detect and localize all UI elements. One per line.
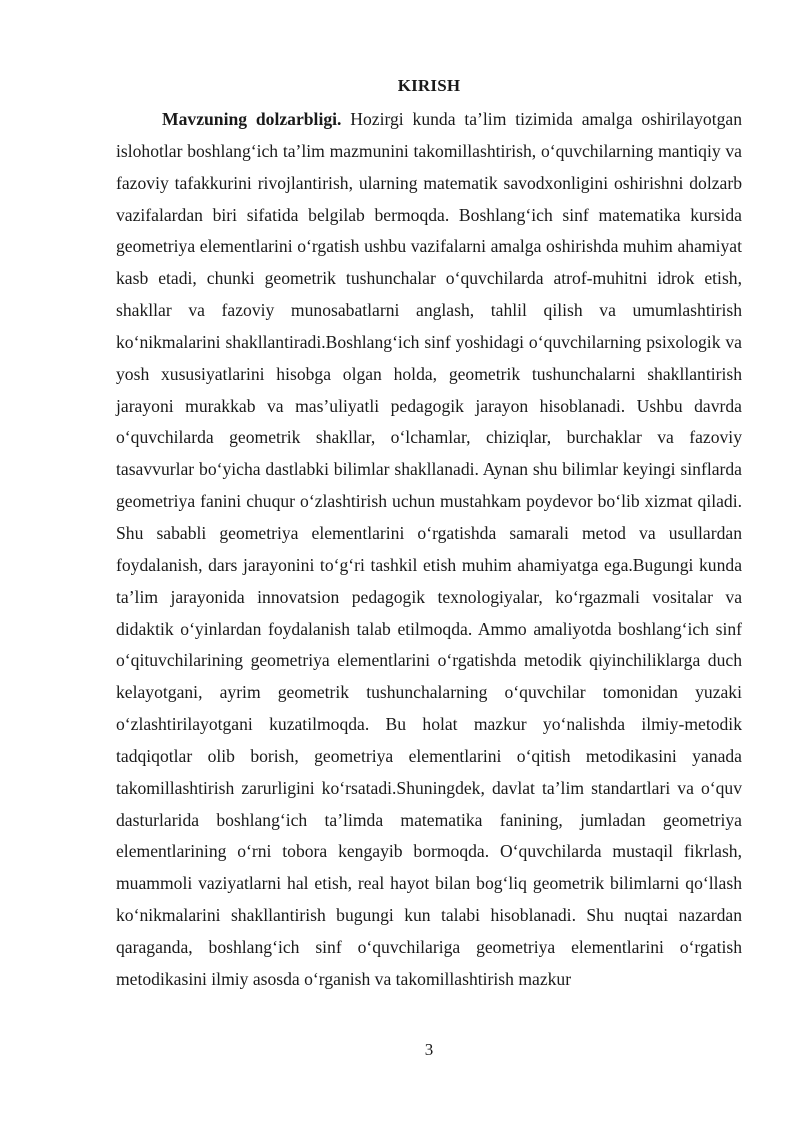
section-heading: KIRISH [397, 76, 461, 95]
paragraph-text: Hozirgi kunda ta’lim tizimida amalga oshirilayotgan islohotlar boshlang‘ich ta’lim mazmunini takomillashtirish, o‘quvchilarning mantiqiy va fazoviy tafakkurini rivojlantirish, ularning matematik savodxonligini oshirishni dolzarb vazifalardan biri sifatida belgilab bermoqda. Boshlang‘ich sinf matematika kursida geometriya elementlarini o‘rgatish ushbu vazifalarni amalga oshirishda muhim ahamiyat kasb etadi, chunki geometrik tushunchalar o‘quvchilarda atrof-muhitni idrok etish, shakllar va fazoviy munosabatlarni anglash, tahlil qilish va umumlashtirish ko‘nikmalarini shakllantiradi.Boshlang‘ich sinf yoshidagi o‘quvchilarning psixologik va yosh xususiyatlarini hisobga olgan holda, geometrik tushunchalarni shakllantirish jarayoni murakkab va mas’uliyatli pedagogik jarayon hisoblanadi. Ushbu davrda o‘quvchilarda geometrik shakllar, o‘lchamlar, chiziqlar, burchaklar va fazoviy tasavvurlar bo‘yicha dastlabki bilimlar shakllanadi. Aynan shu bilimlar keyingi sinflarda geometriya fanini chuqur o‘zlashtirish uchun mustahkam poydevor bo‘lib xizmat qiladi. Shu sababli geometriya elementlarini o‘rgatishda samarali metod va usullardan foydalanish, dars jarayonini to‘g‘ri tashkil etish muhim ahamiyatga ega.Bugungi kunda ta’lim jarayonida innovatsion pedagogik texnologiyalar, ko‘rgazmali vositalar va didaktik o‘yinlardan foydalanish talab etilmoqda. Ammo amaliyotda boshlang‘ich sinf o‘qituvchilarining geometriya elementlarini o‘rgatishda metodik qiyinchiliklarga duch kelayotgani, ayrim geometrik tushunchalarning o‘quvchilar tomonidan yuzaki o‘zlashtirilayotgani kuzatilmoqda. Bu holat mazkur yo‘nalishda ilmiy-metodik tadqiqotlar olib borish, geometriya elementlarini o‘qitish metodikasini yanada takomillashtirish zarurligini ko‘rsatadi.Shuningdek, davlat ta’lim standartlari va o‘quv dasturlarida boshlang‘ich ta’limda matematika fanining, jumladan geometriya elementlarining o‘rni tobora kengayib bormoqda. O‘quvchilarda mustaqil fikrlash, muammoli vaziyatlarni hal etish, real hayot bilan bog‘liq geometrik bilimlarni qo‘llash ko‘nikmalarini shakllantirish bugungi kun talabi hisoblanadi. Shu nuqtai nazardan qaraganda, boshlang‘ich sinf o‘quvchilariga geometriya elementlarini o‘rgatish metodikasini ilmiy asosda o‘rganish va takomillashtirish mazkur [116, 109, 742, 989]
body-paragraph [116, 104, 742, 996]
document-page [116, 0, 742, 1131]
page-number: 3 [424, 1040, 434, 1059]
paragraph-lead: Mavzuning dolzarbligi. [162, 109, 342, 129]
